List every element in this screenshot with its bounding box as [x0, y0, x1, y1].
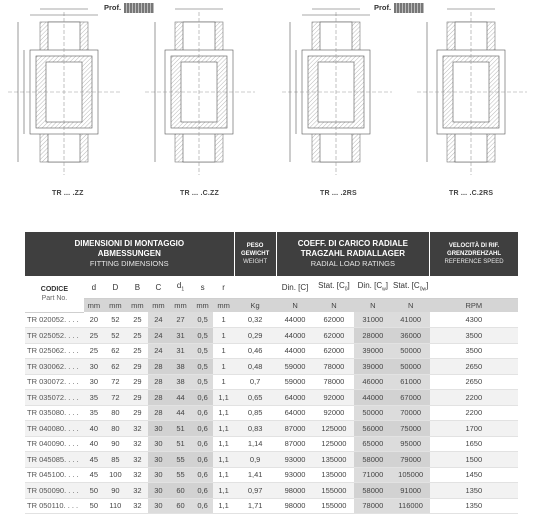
- profile-label-1: Prof.: [104, 3, 154, 13]
- table-cell: 29: [127, 390, 148, 406]
- dims-header: DIMENSIONI DI MONTAGGIO ABMESSUNGEN FITTING DIMENSIONS: [25, 232, 234, 276]
- table-row: [25, 498, 518, 514]
- table-cell: 39000: [354, 359, 392, 375]
- table-cell: 93000: [276, 452, 314, 468]
- brand-logo-icon: [124, 3, 154, 13]
- weight-header: PESO GEWICHT WEIGHT: [234, 232, 276, 276]
- table-cell: 30: [148, 498, 169, 514]
- table-cell: 31000: [354, 312, 392, 328]
- table-cell: 0,29: [234, 328, 276, 344]
- table-cell: 87000: [276, 421, 314, 437]
- col-C: C: [148, 276, 169, 299]
- table-cell: 56000: [354, 421, 392, 437]
- table-cell: 29: [127, 359, 148, 375]
- table-cell: 41000: [392, 312, 430, 328]
- table-cell: 25: [127, 328, 148, 344]
- drawing-tr-c2rs: [417, 9, 527, 175]
- table-cell: 30: [148, 467, 169, 483]
- table-cell: 0,65: [234, 390, 276, 406]
- table-cell: 1700: [430, 421, 518, 437]
- table-cell: 0,5: [192, 328, 213, 344]
- table-cell: 1,1: [213, 452, 234, 468]
- table-cell: 29: [127, 405, 148, 421]
- part-number-cell: TR 025062. . . .: [25, 343, 84, 359]
- table-cell: 98000: [276, 498, 314, 514]
- table-cell: 29: [127, 374, 148, 390]
- part-number-cell: TR 030072. . . .: [25, 374, 84, 390]
- table-cell: 80: [104, 421, 127, 437]
- table-cell: 59000: [276, 359, 314, 375]
- drawing-tr-czz: [145, 9, 255, 175]
- part-number-cell: TR 040090. . . .: [25, 436, 84, 452]
- table-cell: 30: [148, 421, 169, 437]
- col-d: d: [84, 276, 104, 299]
- table-cell: 25: [127, 343, 148, 359]
- table-cell: 0,6: [192, 467, 213, 483]
- table-cell: 0,6: [192, 436, 213, 452]
- table-cell: 52: [104, 312, 127, 328]
- part-number-cell: TR 050090. . . .: [25, 483, 84, 499]
- column-header-row: [25, 276, 518, 299]
- table-cell: 30: [148, 483, 169, 499]
- table-cell: 0,5: [192, 359, 213, 375]
- table-cell: 24: [148, 312, 169, 328]
- table-cell: 0,6: [192, 390, 213, 406]
- table-cell: 24: [148, 328, 169, 344]
- bearing-data-table: [25, 232, 518, 514]
- table-cell: 32: [127, 452, 148, 468]
- table-cell: 1350: [430, 483, 518, 499]
- table-row: [25, 452, 518, 468]
- table-cell: 28: [148, 405, 169, 421]
- table-cell: 78000: [314, 374, 354, 390]
- table-cell: 32: [127, 421, 148, 437]
- col-stat-c0w: Stat. $[C_{0w}]$: [392, 276, 430, 299]
- table-cell: 65000: [354, 436, 392, 452]
- table-cell: 44000: [276, 328, 314, 344]
- table-row: [25, 359, 518, 375]
- table-cell: 31: [169, 343, 192, 359]
- col-speed-empty: [430, 276, 518, 299]
- table-cell: 62: [104, 359, 127, 375]
- speed-header: VELOCITÀ DI RIF. GRENZDREHZAHL REFERENCE SPEED: [430, 232, 518, 276]
- caption-tr-czz: TR ... .C.ZZ: [180, 190, 219, 197]
- table-cell: 90: [104, 436, 127, 452]
- part-number-cell: TR 030062. . . .: [25, 359, 84, 375]
- table-cell: 80: [104, 405, 127, 421]
- part-number-cell: TR 020052. . . .: [25, 312, 84, 328]
- table-cell: 1,41: [234, 467, 276, 483]
- caption-tr-2rs: TR ... .2RS: [320, 190, 357, 197]
- table-cell: 67000: [392, 390, 430, 406]
- table-cell: 1,1: [213, 405, 234, 421]
- table-cell: 51: [169, 436, 192, 452]
- table-cell: 3500: [430, 343, 518, 359]
- table-cell: 27: [169, 312, 192, 328]
- table-cell: 35: [84, 390, 104, 406]
- bearing-drawings: [0, 0, 535, 215]
- bearing-cross-sections: [0, 0, 535, 215]
- table-cell: 62000: [314, 343, 354, 359]
- table-cell: 58000: [354, 452, 392, 468]
- table-cell: 98000: [276, 483, 314, 499]
- units-row: mm mm mm mm mm mm mm Kg N N N N RPM: [25, 299, 518, 313]
- table-cell: 1650: [430, 436, 518, 452]
- table-cell: 1,1: [213, 390, 234, 406]
- table-cell: 44: [169, 390, 192, 406]
- table-row: [25, 436, 518, 452]
- table-cell: 1,1: [213, 436, 234, 452]
- table-cell: 3500: [430, 328, 518, 344]
- table-cell: 28000: [354, 328, 392, 344]
- table-row: [25, 374, 518, 390]
- table-cell: 45: [84, 467, 104, 483]
- table-cell: 2650: [430, 359, 518, 375]
- table-cell: 0,6: [192, 452, 213, 468]
- table-cell: 40: [84, 421, 104, 437]
- table-cell: 39000: [354, 343, 392, 359]
- table-cell: 1: [213, 374, 234, 390]
- table-cell: 32: [127, 467, 148, 483]
- table-cell: 0,83: [234, 421, 276, 437]
- table-cell: 135000: [314, 467, 354, 483]
- table-cell: 70000: [392, 405, 430, 421]
- table-cell: 1: [213, 343, 234, 359]
- table-cell: 1,71: [234, 498, 276, 514]
- table-cell: 4300: [430, 312, 518, 328]
- part-number-cell: TR 040080. . . .: [25, 421, 84, 437]
- table-cell: 0,97: [234, 483, 276, 499]
- table-cell: 0,6: [192, 405, 213, 421]
- table-cell: 50: [84, 483, 104, 499]
- table-cell: 24: [148, 343, 169, 359]
- table-cell: 0,46: [234, 343, 276, 359]
- table-cell: 32: [127, 483, 148, 499]
- table-row: [25, 343, 518, 359]
- table-cell: 25: [84, 343, 104, 359]
- table-cell: 2200: [430, 405, 518, 421]
- table-cell: 135000: [314, 452, 354, 468]
- brand-logo-icon: [394, 3, 424, 13]
- table-cell: 0,6: [192, 421, 213, 437]
- table-cell: 0,6: [192, 498, 213, 514]
- table-cell: 64000: [276, 405, 314, 421]
- table-cell: 35: [84, 405, 104, 421]
- table-cell: 1,14: [234, 436, 276, 452]
- table-cell: 78000: [314, 359, 354, 375]
- table-cell: 46000: [354, 374, 392, 390]
- table-cell: 1450: [430, 467, 518, 483]
- group-header-row: [25, 232, 518, 276]
- table-cell: 61000: [392, 374, 430, 390]
- part-number-cell: TR 025052. . . .: [25, 328, 84, 344]
- part-number-cell: TR 045100. . . .: [25, 467, 84, 483]
- load-header: COEFF. DI CARICO RADIALE TRAGZAHL RADIALLAGER RADIAL LOAD RATINGS: [276, 232, 429, 276]
- table-cell: 75000: [392, 421, 430, 437]
- table-cell: 85: [104, 452, 127, 468]
- table-cell: 0,6: [192, 483, 213, 499]
- col-din-c: Din. [C]: [276, 276, 314, 299]
- table-cell: 44: [169, 405, 192, 421]
- table-cell: 30: [84, 374, 104, 390]
- table-cell: 1350: [430, 498, 518, 514]
- table-cell: 2650: [430, 374, 518, 390]
- drawing-tr-2rs: [282, 9, 392, 175]
- table-cell: 30: [148, 436, 169, 452]
- table-cell: 58000: [354, 483, 392, 499]
- table-cell: 71000: [354, 467, 392, 483]
- codice-header: CODICE Part No.: [25, 276, 84, 312]
- table-cell: 105000: [392, 467, 430, 483]
- table-cell: 25: [84, 328, 104, 344]
- table-cell: 1500: [430, 452, 518, 468]
- table-cell: 78000: [354, 498, 392, 514]
- table-cell: 1,1: [213, 467, 234, 483]
- table-row: [25, 483, 518, 499]
- table-cell: 30: [84, 359, 104, 375]
- table-cell: 62000: [314, 328, 354, 344]
- table-cell: 44000: [354, 390, 392, 406]
- table-cell: 50000: [392, 343, 430, 359]
- table-row: [25, 390, 518, 406]
- col-stat-c0: Stat. $[C_0]$: [314, 276, 354, 299]
- table-cell: 0,5: [192, 374, 213, 390]
- table-cell: 60: [169, 483, 192, 499]
- table-cell: 0,5: [192, 312, 213, 328]
- part-number-cell: TR 050110. . . .: [25, 498, 84, 514]
- profile-label-2: Prof.: [374, 3, 424, 13]
- table-cell: 79000: [392, 452, 430, 468]
- table-cell: 93000: [276, 467, 314, 483]
- table-cell: 100: [104, 467, 127, 483]
- table-cell: 155000: [314, 483, 354, 499]
- drawing-tr-zz: [8, 9, 120, 175]
- table-cell: 32: [127, 498, 148, 514]
- table-cell: 50000: [354, 405, 392, 421]
- table-cell: 38: [169, 359, 192, 375]
- table-cell: 62: [104, 343, 127, 359]
- table-cell: 95000: [392, 436, 430, 452]
- col-r: r: [213, 276, 234, 299]
- table-cell: 72: [104, 390, 127, 406]
- table-cell: 64000: [276, 390, 314, 406]
- table-cell: 87000: [276, 436, 314, 452]
- table-cell: 125000: [314, 421, 354, 437]
- table-row: [25, 312, 518, 328]
- table-cell: 55: [169, 452, 192, 468]
- col-weight-empty: [234, 276, 276, 299]
- table-cell: 125000: [314, 436, 354, 452]
- table-row: [25, 421, 518, 437]
- table-cell: 59000: [276, 374, 314, 390]
- table-cell: 0,32: [234, 312, 276, 328]
- table-cell: 25: [127, 312, 148, 328]
- table-cell: 50: [84, 498, 104, 514]
- table-cell: 0,9: [234, 452, 276, 468]
- table-cell: 28: [148, 374, 169, 390]
- table-cell: 55: [169, 467, 192, 483]
- table-cell: 62000: [314, 312, 354, 328]
- table-cell: 50000: [392, 359, 430, 375]
- table-cell: 51: [169, 421, 192, 437]
- col-s: s: [192, 276, 213, 299]
- table-cell: 1,1: [213, 483, 234, 499]
- table-row: [25, 328, 518, 344]
- table-cell: 52: [104, 328, 127, 344]
- col-D: D: [104, 276, 127, 299]
- table-cell: 20: [84, 312, 104, 328]
- table-cell: 110: [104, 498, 127, 514]
- table-cell: 31: [169, 328, 192, 344]
- table-cell: 60: [169, 498, 192, 514]
- table-cell: 1: [213, 312, 234, 328]
- caption-tr-zz: TR ... .ZZ: [52, 190, 84, 197]
- table-cell: 28: [148, 359, 169, 375]
- table-cell: 1: [213, 359, 234, 375]
- table-body: [25, 312, 518, 514]
- col-B: B: [127, 276, 148, 299]
- table-cell: 91000: [392, 483, 430, 499]
- table-cell: 44000: [276, 312, 314, 328]
- table-row: [25, 405, 518, 421]
- table-cell: 0,85: [234, 405, 276, 421]
- table-cell: 44000: [276, 343, 314, 359]
- table-cell: 1: [213, 328, 234, 344]
- table-cell: 116000: [392, 498, 430, 514]
- table-cell: 36000: [392, 328, 430, 344]
- table-cell: 1,1: [213, 421, 234, 437]
- table-cell: 40: [84, 436, 104, 452]
- table-cell: 72: [104, 374, 127, 390]
- table-cell: 28: [148, 390, 169, 406]
- part-number-cell: TR 035072. . . .: [25, 390, 84, 406]
- table-cell: 0,48: [234, 359, 276, 375]
- table-cell: 1,1: [213, 498, 234, 514]
- table-cell: 2200: [430, 390, 518, 406]
- table-cell: 32: [127, 436, 148, 452]
- table-cell: 90: [104, 483, 127, 499]
- table-cell: 45: [84, 452, 104, 468]
- part-number-cell: TR 045085. . . .: [25, 452, 84, 468]
- part-number-cell: TR 035080. . . .: [25, 405, 84, 421]
- table-cell: 92000: [314, 405, 354, 421]
- table-cell: 92000: [314, 390, 354, 406]
- table-cell: 0,7: [234, 374, 276, 390]
- table-cell: 38: [169, 374, 192, 390]
- col-d1: $d_1$: [169, 276, 192, 299]
- table-cell: 155000: [314, 498, 354, 514]
- col-din-cw: Din. $[C_w]$: [354, 276, 392, 299]
- table-cell: 0,5: [192, 343, 213, 359]
- caption-tr-c2rs: TR ... .C.2RS: [449, 190, 494, 197]
- table-cell: 30: [148, 452, 169, 468]
- table-row: [25, 467, 518, 483]
